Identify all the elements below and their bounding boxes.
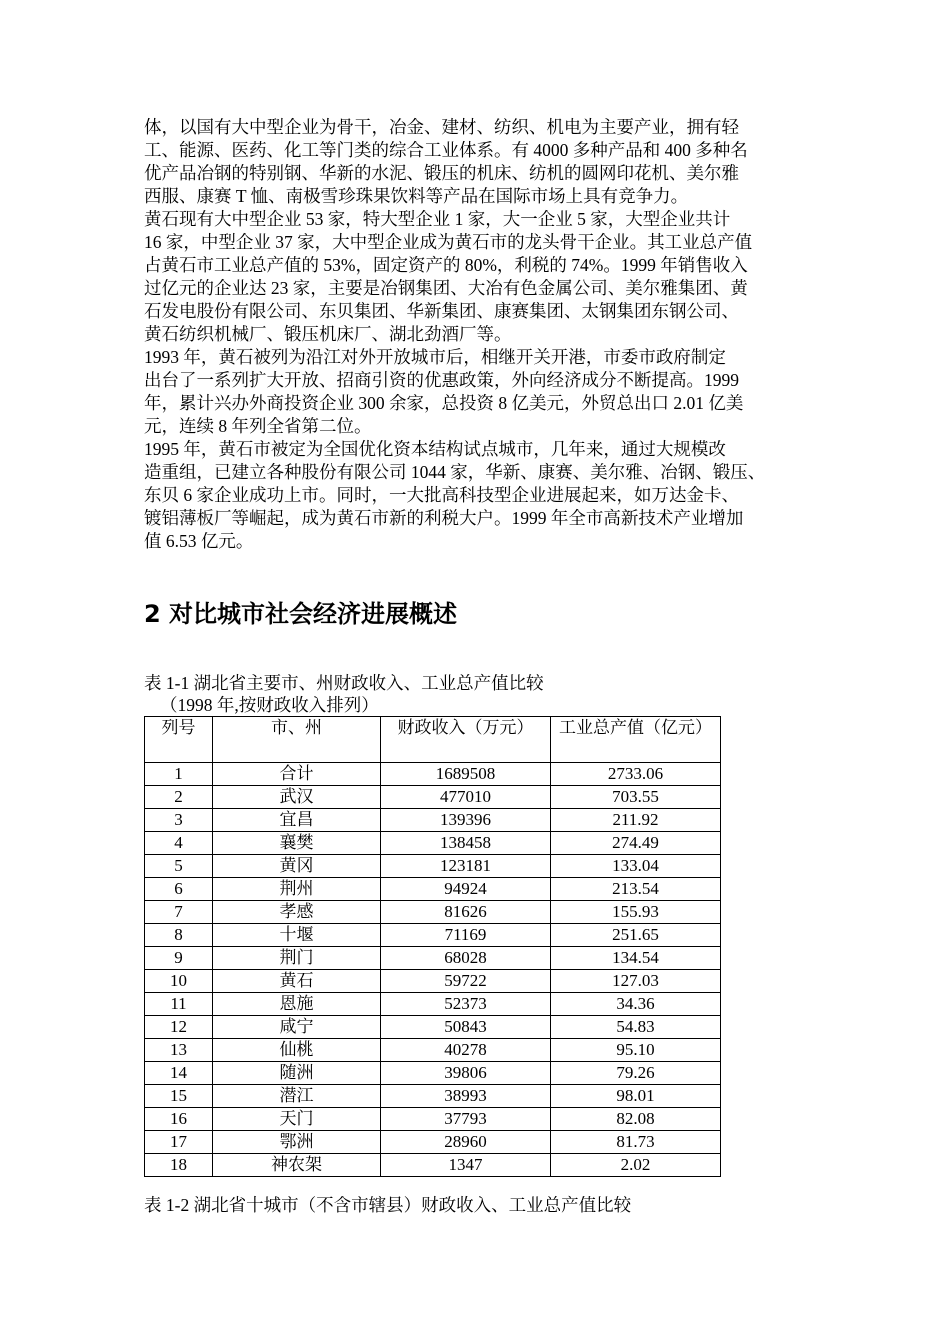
table-row <box>145 1154 721 1177</box>
table-row <box>145 947 721 970</box>
cell-revenue: 123181 <box>381 855 551 878</box>
cell-revenue: 94924 <box>381 878 551 901</box>
cell-revenue: 477010 <box>381 786 551 809</box>
header-city: 市、州 <box>213 717 381 763</box>
cell-index: 14 <box>145 1062 213 1085</box>
section-heading: 2 对比城市社会经济进展概述 <box>144 600 458 628</box>
cell-city: 潜江 <box>213 1085 381 1108</box>
cell-city: 襄樊 <box>213 832 381 855</box>
header-index: 列号 <box>145 717 213 763</box>
cell-index: 5 <box>145 855 213 878</box>
cell-revenue: 1347 <box>381 1154 551 1177</box>
finance-industry-table <box>144 716 721 1177</box>
cell-revenue: 138458 <box>381 832 551 855</box>
cell-output: 81.73 <box>551 1131 721 1154</box>
cell-revenue: 39806 <box>381 1062 551 1085</box>
cell-city: 神农架 <box>213 1154 381 1177</box>
table-header-row <box>145 717 721 763</box>
cell-city: 鄂洲 <box>213 1131 381 1154</box>
table-row <box>145 924 721 947</box>
cell-output: 133.04 <box>551 855 721 878</box>
cell-revenue: 37793 <box>381 1108 551 1131</box>
cell-city: 随洲 <box>213 1062 381 1085</box>
cell-index: 6 <box>145 878 213 901</box>
table-row <box>145 970 721 993</box>
table-row <box>145 1131 721 1154</box>
cell-index: 12 <box>145 1016 213 1039</box>
table1-subcaption: （1998 年,按财政收入排列） <box>160 695 379 715</box>
table1-caption: 表 1-1 湖北省主要市、州财政收入、工业总产值比较 <box>144 673 544 693</box>
table-body <box>145 763 721 1177</box>
cell-index: 8 <box>145 924 213 947</box>
cell-city: 仙桃 <box>213 1039 381 1062</box>
cell-output: 98.01 <box>551 1085 721 1108</box>
table-row <box>145 901 721 924</box>
cell-revenue: 59722 <box>381 970 551 993</box>
cell-index: 11 <box>145 993 213 1016</box>
cell-index: 1 <box>145 763 213 786</box>
cell-index: 3 <box>145 809 213 832</box>
header-output: 工业总产值（亿元） <box>551 717 721 763</box>
cell-revenue: 139396 <box>381 809 551 832</box>
cell-city: 合计 <box>213 763 381 786</box>
cell-output: 211.92 <box>551 809 721 832</box>
table-row <box>145 1108 721 1131</box>
table-row <box>145 763 721 786</box>
cell-index: 7 <box>145 901 213 924</box>
cell-revenue: 68028 <box>381 947 551 970</box>
cell-output: 79.26 <box>551 1062 721 1085</box>
paragraph-capital-restructuring: 1995 年，黄石市被定为全国优化资本结构试点城市，几年来，通过大规模改 造重组，已建立各种股份有限公司 1044 家，华新、康赛、美尔雅、冶钢、锻压、 东贝 6 家企业成功上市。同时，一大批高科技型企业进展起来，如万达金卡、 镀铝薄板厂等崛起，成为黄石市新的利税大户。1999 年全市高新技术产业增加 值 6.53 亿元。 <box>144 439 766 551</box>
cell-city: 荆州 <box>213 878 381 901</box>
table-row <box>145 786 721 809</box>
cell-revenue: 71169 <box>381 924 551 947</box>
cell-city: 咸宁 <box>213 1016 381 1039</box>
cell-output: 95.10 <box>551 1039 721 1062</box>
cell-output: 251.65 <box>551 924 721 947</box>
cell-revenue: 1689508 <box>381 763 551 786</box>
cell-index: 2 <box>145 786 213 809</box>
table-row <box>145 1062 721 1085</box>
cell-city: 宜昌 <box>213 809 381 832</box>
cell-revenue: 28960 <box>381 1131 551 1154</box>
cell-city: 孝感 <box>213 901 381 924</box>
cell-city: 黄石 <box>213 970 381 993</box>
cell-index: 9 <box>145 947 213 970</box>
cell-revenue: 40278 <box>381 1039 551 1062</box>
cell-city: 荆门 <box>213 947 381 970</box>
table-row <box>145 1085 721 1108</box>
cell-output: 134.54 <box>551 947 721 970</box>
paragraph-opening-up: 1993 年，黄石被列为沿江对外开放城市后，相继开关开港，市委市政府制定 出台了一系列扩大开放、招商引资的优惠政策，外向经济成分不断提高。1999 年，累计兴办外商投资企业 300 余家，总投资 8 亿美元，外贸总出口 2.01 亿美 元，连续 8 年列全省第二位。 <box>144 347 744 436</box>
table-row <box>145 993 721 1016</box>
cell-index: 13 <box>145 1039 213 1062</box>
cell-index: 4 <box>145 832 213 855</box>
cell-revenue: 52373 <box>381 993 551 1016</box>
cell-output: 2733.06 <box>551 763 721 786</box>
cell-index: 15 <box>145 1085 213 1108</box>
table-row <box>145 1039 721 1062</box>
cell-index: 17 <box>145 1131 213 1154</box>
paragraph-large-enterprises: 黄石现有大中型企业 53 家，特大型企业 1 家，大一企业 5 家，大型企业共计 16 家，中型企业 37 家，大中型企业成为黄石市的龙头骨干企业。其工业总产值 占黄石市工业总产值的 53%，固定资产的 80%，利税的 74%。1999 年销售收入 过亿元的企业达 23 家，主要是冶钢集团、大冶有色金属公司、美尔雅集团、黄 石发电股份有限公司、东贝集团、华新集团、康赛集团、太钢集团东钢公司、 黄石纺织机械厂、锻压机床厂、湖北劲酒厂等。 <box>144 209 753 344</box>
cell-index: 16 <box>145 1108 213 1131</box>
cell-city: 天门 <box>213 1108 381 1131</box>
cell-output: 274.49 <box>551 832 721 855</box>
table-row <box>145 809 721 832</box>
cell-output: 54.83 <box>551 1016 721 1039</box>
cell-output: 34.36 <box>551 993 721 1016</box>
paragraph-industry-overview: 体，以国有大中型企业为骨干，冶金、建材、纺织、机电为主要产业，拥有轻 工、能源、医药、化工等门类的综合工业体系。有 4000 多种产品和 400 多种名 优产品冶钢的特别钢、华新的水泥、锻压的机床、纺机的圆网印花机、美尔雅 西服、康赛 T 恤、南极雪珍珠果饮料等产品在国际市场上具有竞争力。 <box>144 117 748 206</box>
cell-revenue: 38993 <box>381 1085 551 1108</box>
cell-output: 127.03 <box>551 970 721 993</box>
cell-output: 82.08 <box>551 1108 721 1131</box>
cell-index: 18 <box>145 1154 213 1177</box>
cell-output: 155.93 <box>551 901 721 924</box>
cell-output: 213.54 <box>551 878 721 901</box>
table2-caption: 表 1-2 湖北省十城市（不含市辖县）财政收入、工业总产值比较 <box>144 1195 632 1215</box>
table-row <box>145 878 721 901</box>
table-row <box>145 832 721 855</box>
cell-city: 黄冈 <box>213 855 381 878</box>
header-revenue: 财政收入（万元） <box>381 717 551 763</box>
cell-revenue: 50843 <box>381 1016 551 1039</box>
cell-output: 2.02 <box>551 1154 721 1177</box>
cell-index: 10 <box>145 970 213 993</box>
table-row <box>145 855 721 878</box>
cell-output: 703.55 <box>551 786 721 809</box>
cell-city: 恩施 <box>213 993 381 1016</box>
table-row <box>145 1016 721 1039</box>
cell-city: 十堰 <box>213 924 381 947</box>
cell-city: 武汉 <box>213 786 381 809</box>
cell-revenue: 81626 <box>381 901 551 924</box>
